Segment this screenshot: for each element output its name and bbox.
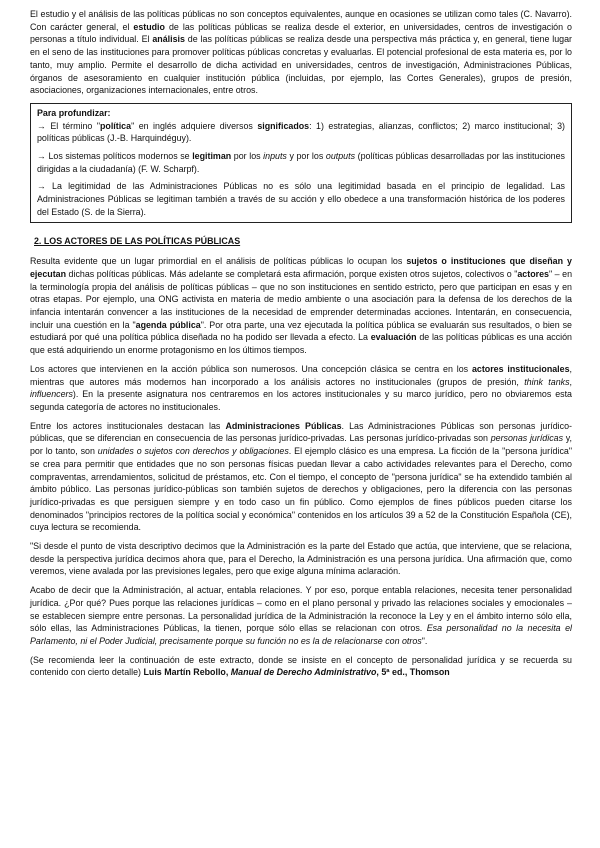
intro-paragraph: El estudio y el análisis de las políticas públicas no son conceptos equivalentes, aunque en ocasiones se utilizan como tales (C. Navarro). Con carácter general, el estudio de las políticas públicas se realiza desde el exterior, en universidades, centros de investigación o personas a título individual. El análisis de las políticas públicas se realiza desde una perspectiva más práctica y, en general, tiene lugar en el seno de las instituciones para promover políticas públicas concretas y evaluarlas. El potencial profesional de esta materia es, por lo tanto, muy amplio. Permite el desarrollo de dicha actividad en universidades, centros de investigación, Administraciones Públicas, órganos de asesoramiento en cualquier institución pública (incluidas, por ejemplo, las Cortes Generales), grupos de presión, asociaciones, organizaciones internacionales, entre otros. bbox=[30, 9, 572, 96]
arrow-icon: → bbox=[37, 151, 46, 162]
body-paragraph-2: Los actores que intervienen en la acción pública son numerosos. Una concepción clásica se centra en los actores institucionales, mientras que autores más modernos han incorporado a los análisis actores no institucionales (grupos de presión, think tanks, influencers). En la presente asignatura nos centraremos en los actores institucionales y su marco jurídico, pero no obviaremos esta segunda categoría de actores no institucionales. bbox=[30, 363, 572, 412]
quote-paragraph-2: Acabo de decir que la Administración, al actuar, entabla relaciones. Y por eso, porque entabla relaciones, necesita tener personalidad jurídica. ¿Por qué? Pues porque las relaciones jurídicas – como en el plano personal y privado las relaciones sociales y emocionales – se establecen siempre entre personas. La personalidad jurídica de la Administración la reconoce la Ley y en el ámbito interno sólo ella, sólo ellas, las Administraciones Públicas, la tienen, porque sólo ellas se relacionan con otros. Esa personalidad no la necesita el Parlamento, ni el Poder Judicial, precisamente porque su función no es la de relacionarse con otros". bbox=[30, 585, 572, 646]
body-paragraph-3: Entre los actores institucionales destacan las Administraciones Públicas. Las Administraciones Públicas son personas jurídico-públicas, que se diferencian en consecuencia de las personas jurídico-privadas. Las personas jurídico-privadas son personas jurídicas y, por lo tanto, son unidades o sujetos con derechos y obligaciones. El ejemplo clásico es una empresa. La ficción de la "persona jurídica" se crea para permitir que entidades que no son personas físicas puedan llevar a cabo actividades relevantes para el Derecho, como compraventas, arrendamientos, solicitud de préstamos, etc. Con el tiempo, el concepto de "persona jurídica" se ha extendido también al ámbito público. Las personas jurídico-públicas son también sujetos de derechos y obligaciones, pero la diferencia con las personas jurídico-privadas es que persiguen siempre y en todo caso un fin público. Como ejemplos de fines públicos pueden citarse los denominados "principios rectores de la política social y económica" contenidos en los artículos 39 a 52 de la Constitución Española (CE), cuya lectura se recomienda. bbox=[30, 420, 573, 533]
box-item-politica: → El término "política" en inglés adquiere diversos significados: 1) estrategias, alianzas, conflictos; 2) marco institucional; 3) políticas públicas (J.-B. Harquindéguy). bbox=[37, 120, 565, 144]
term-estudio: estudio bbox=[133, 21, 165, 32]
quote-paragraph-1: "Si desde el punto de vista descriptivo decimos que la Administración es la parte del Estado que actúa, que interviene, que se relaciona, desde la perspectiva jurídica decimos ahora que, para el Derecho, la Administración es una persona jurídica. Una afirmación que, como veremos, viene avalada por las previsiones legales, pero que exige alguna mínima aclaración. bbox=[30, 541, 572, 577]
citation-paragraph: (Se recomienda leer la continuación de este extracto, donde se insiste en el concepto de personalidad jurídica y se recuerda su contenido con cierto detalle) Luis Martín Rebollo, Manual de Derecho Administrativo, 5ª ed., Thomson bbox=[30, 654, 572, 678]
document-page bbox=[30, 8, 572, 685]
term-analisis: análisis bbox=[152, 34, 185, 45]
box-item-legitimidad: → La legitimidad de las Administraciones Públicas no es sólo una legitimidad basada en el principio de legalidad. Las Administraciones Públicas se legitiman también a través de su acción y ello obedece a una transformación histórica de los poderes del Estado (S. de la Sierra). bbox=[37, 181, 565, 217]
body-paragraph-1: Resulta evidente que un lugar primordial en el análisis de políticas públicas lo ocupan los sujetos o instituciones que diseñan y ejecutan dichas políticas públicas. Más adelante se completará esta afirmación, porque existen otros sujetos, colectivos o "actores" – en la terminología propia del análisis de políticas públicas – que no son instituciones en sentido estricto, pero que participan en esas y en otras etapas. Por ejemplo, una ONG activista en materia de medio ambiente o una asociación para la defensa de los derechos de la infancia intentarán convencer a las instituciones de la necesidad de emprender determinadas acciones. Intentarán, en consecuencia, incluir una cuestión en la "agenda pública". Por otra parte, una vez ejecutada la política pública se evaluarán sus resultados, o bien se estudiará por qué una política pública diseñada no ha podido ser llevada a efecto. La evaluación de las políticas públicas es una acción que está adquiriendo un enorme protagonismo en los últimos tiempos. bbox=[30, 256, 573, 356]
arrow-icon: → bbox=[37, 181, 46, 192]
box-title: Para profundizar: bbox=[37, 107, 111, 118]
para-profundizar-box bbox=[30, 103, 572, 223]
arrow-icon: → bbox=[37, 120, 46, 131]
box-item-legitiman: → Los sistemas políticos modernos se legitiman por los inputs y por los outputs (políticas públicas desarrolladas por las instituciones dirigidas a la ciudadanía) (F. W. Scharpf). bbox=[37, 151, 565, 174]
section-heading: 2. LOS ACTORES DE LAS POLÍTICAS PÚBLICAS bbox=[34, 235, 241, 246]
